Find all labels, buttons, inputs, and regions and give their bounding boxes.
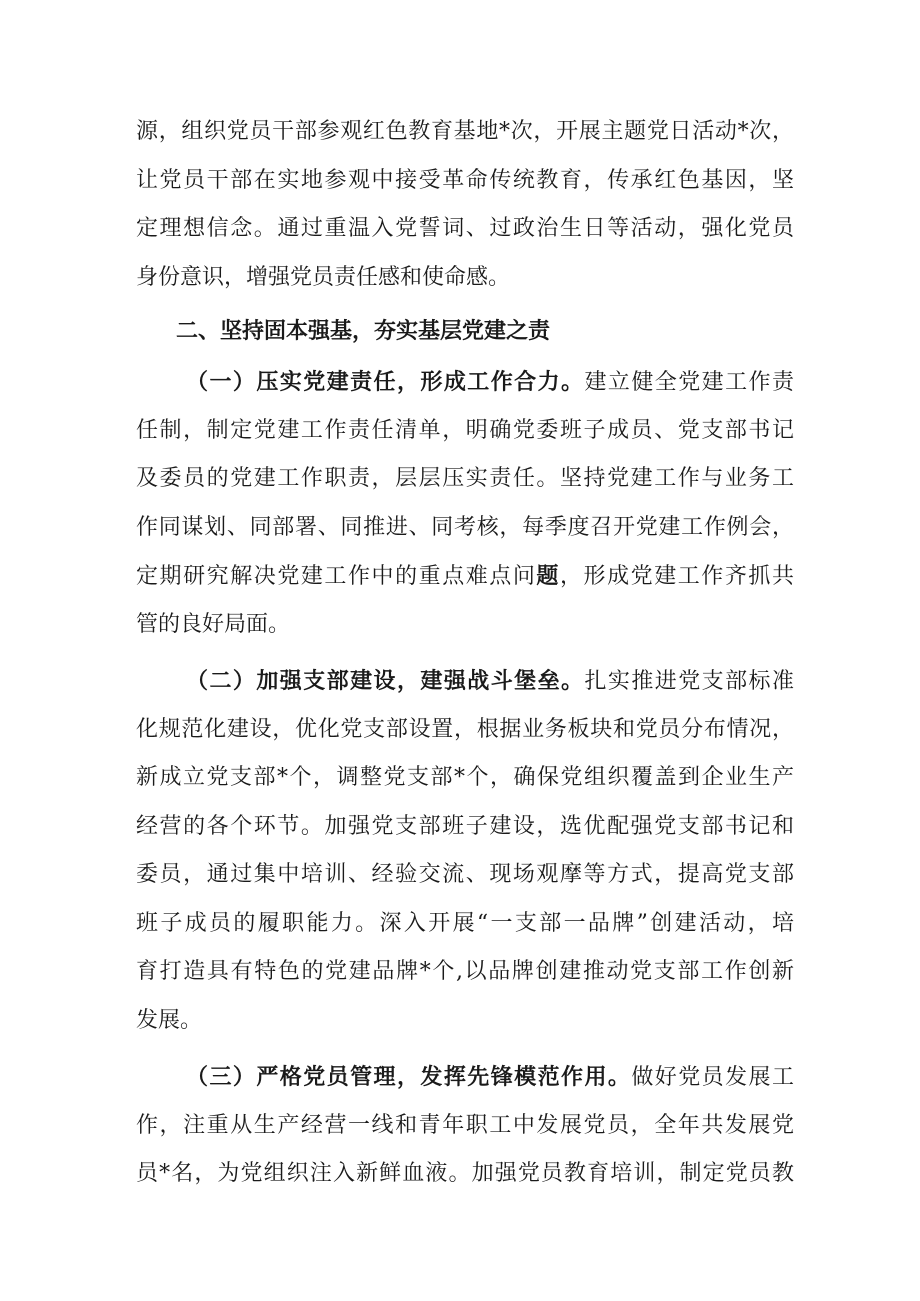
- paragraph-4-line-1-text: 做好党员发展工: [631, 1065, 794, 1090]
- paragraph-1-line-3: 定理想信念。通过重温入党誓词、过政治生日等活动，强化党员: [136, 216, 794, 241]
- paragraph-4-line-1: [186, 1053, 794, 1102]
- section-heading-2: 二、坚持固本强基，夯实基层党建之责: [176, 318, 551, 344]
- paragraph-2-line-6: 管的良好局面。: [136, 611, 291, 637]
- paragraph-2-line-5-c: ，形成党建工作齐抓共: [559, 564, 794, 589]
- paragraph-3-line-5: 委员，通过集中培训、经验交流、现场观摩等方式，提高党支部: [136, 862, 794, 887]
- paragraph-2-line-4: 作同谋划、同部署、同推进、同考核，每季度召开党建工作例会，: [136, 514, 794, 540]
- paragraph-2-lead: （一）压实党建责任，形成工作合力。: [186, 369, 585, 395]
- paragraph-3-line-6: 班子成员的履职能力。深入开展“一支部一品牌”创建活动，培: [136, 910, 794, 936]
- paragraph-1-line-4: 身份意识，增强党员责任感和使命感。: [136, 264, 511, 290]
- paragraph-2-line-5-a: 定期研究解决党建工作中的重点难点问: [136, 564, 537, 589]
- paragraph-3-line-8: 发展。: [136, 1007, 203, 1033]
- paragraph-4-line-3: 员*名，为党组织注入新鲜血液。加强党员教育培训，制定党员教: [136, 1161, 794, 1186]
- paragraph-3-line-1-text: 扎实推进党支部标准: [584, 669, 794, 694]
- paragraph-3-lead: （二）加强支部建设，建强战斗堡垒。: [186, 668, 585, 694]
- paragraph-2-line-5-b: 题: [536, 563, 560, 589]
- paragraph-2-line-3: 及委员的党建工作职责，层层压实责任。坚持党建工作与业务工: [136, 466, 794, 491]
- paragraph-4-lead: （三）严格党员管理，发挥先锋模范作用。: [186, 1064, 632, 1090]
- paragraph-3-line-1: [186, 657, 794, 706]
- paragraph-2-line-2: 任制，制定党建工作责任清单，明确党委班子成员、党支部书记: [136, 417, 794, 443]
- paragraph-1-line-1: 源，组织党员干部参观红色教育基地*次，开展主题党日活动*次，: [136, 119, 794, 144]
- paragraph-3-line-2: 化规范化建设，优化党支部设置，根据业务板块和党员分布情况，: [136, 716, 794, 742]
- paragraph-1-line-2: 让党员干部在实地参观中接受革命传统教育，传承红色基因，坚: [136, 167, 794, 193]
- paragraph-2-line-5: [136, 552, 794, 601]
- paragraph-3-line-4: 经营的各个环节。加强党支部班子建设，选优配强党支部书记和: [136, 813, 794, 839]
- paragraph-4-line-2: 作，注重从生产经营一线和青年职工中发展党员，全年共发展党: [136, 1112, 794, 1138]
- paragraph-2-line-1: [186, 358, 794, 407]
- paragraph-2-line-1-text: 建立健全党建工作责: [584, 370, 794, 395]
- paragraph-3-line-7: 育打造具有特色的党建品牌*个,以品牌创建推动党支部工作创新: [136, 959, 794, 984]
- paragraph-3-line-3: 新成立党支部*个，调整党支部*个，确保党组织覆盖到企业生产: [136, 765, 794, 790]
